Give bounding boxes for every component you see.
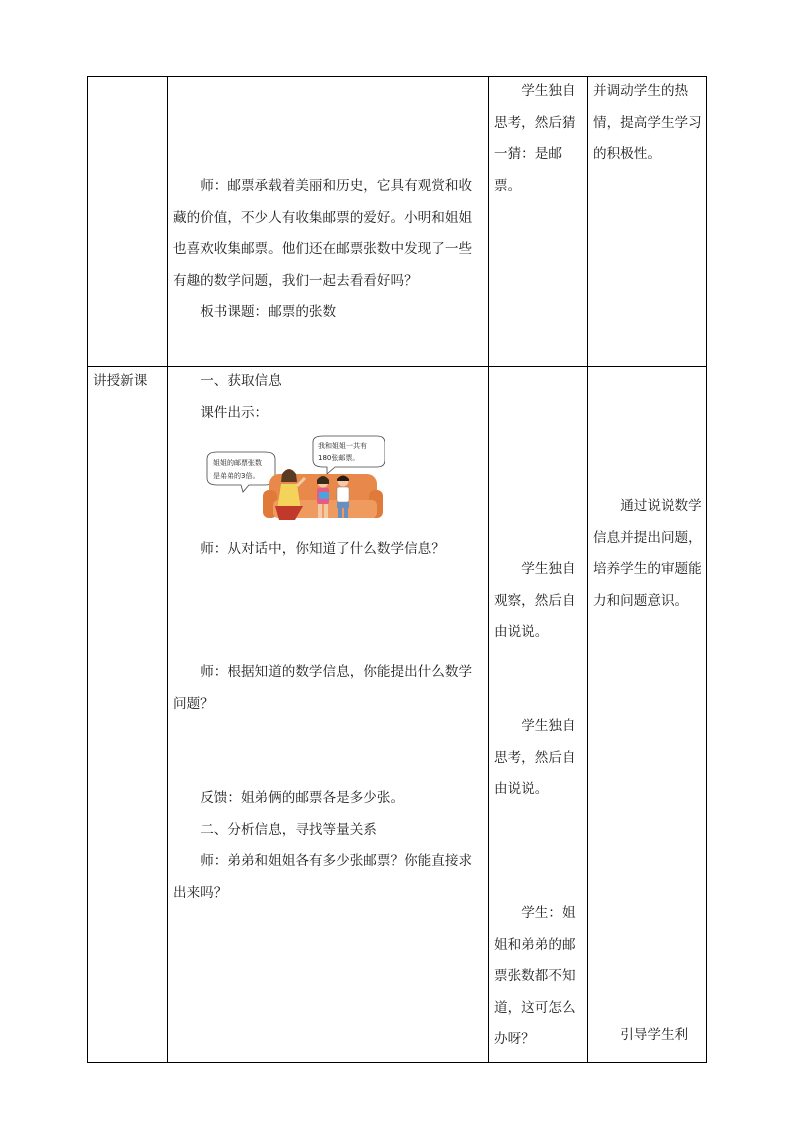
teacher-feedback-cell xyxy=(173,783,483,909)
student-response-think: 学生独自思考，然后自由说说。 xyxy=(494,718,576,797)
table-divider-col2 xyxy=(488,76,489,1063)
student-response-observe: 学生独自观察，然后自由说说。 xyxy=(494,561,576,640)
table-border-left xyxy=(87,76,88,1063)
teacher-question-direct: 师：弟弟和姐姐各有多少张邮票？你能直接求出来吗？ xyxy=(173,853,473,901)
row1-purpose-text: 并调动学生的热情，提高学生学习的积极性。 xyxy=(593,83,702,162)
left-bubble-line-2: 是弟弟的3倍。 xyxy=(213,472,260,480)
right-bubble-line-1: 我和姐姐一共有 xyxy=(318,442,367,450)
teacher-q1-cell xyxy=(173,534,483,566)
row1-purpose-cell xyxy=(593,76,703,171)
table-divider-col1 xyxy=(167,76,168,1063)
row1-student-text: 学生独自思考，然后猜一猜：是邮票。 xyxy=(494,83,576,194)
right-bubble-line-2: 180张邮票。 xyxy=(318,454,360,462)
courseware-label: 课件出示： xyxy=(200,404,269,421)
table-border-bottom xyxy=(87,1062,707,1063)
purpose-text-ability: 通过说说数学信息并提出问题，培养学生的审题能力和问题意识。 xyxy=(593,498,702,609)
table-border-right xyxy=(706,76,707,1063)
feedback-text: 反馈：姐弟俩的邮票各是多少张。 xyxy=(200,790,405,806)
purpose-p2-cell xyxy=(593,1020,703,1052)
teacher-q2-cell xyxy=(173,657,483,720)
phase-label: 讲授新课 xyxy=(93,373,148,389)
teacher-question-info: 师：从对话中，你知道了什么数学信息？ xyxy=(200,541,445,557)
student-s3-cell xyxy=(494,898,582,1056)
stamp-dialogue-illustration xyxy=(205,434,385,524)
row1-board-title: 板书课题：邮票的张数 xyxy=(200,304,337,320)
purpose-text-guide: 引导学生利 xyxy=(620,1027,689,1043)
row1-student-cell xyxy=(494,76,582,202)
left-bubble-line-1: 姐姐的邮票张数 xyxy=(213,459,262,467)
table-divider-col3 xyxy=(587,76,588,1063)
left-speech-bubble xyxy=(207,452,275,492)
section-heading-analyze: 二、分析信息，寻找等量关系 xyxy=(200,821,377,838)
section-heading-get-info: 一、获取信息 xyxy=(200,373,282,389)
teacher-h1-cell xyxy=(173,366,483,429)
student-s1-cell xyxy=(494,554,582,649)
teacher-question-problem: 师：根据知道的数学信息，你能提出什么数学问题？ xyxy=(173,664,473,712)
row1-teacher-paragraph: 师：邮票承载着美丽和历史，它具有观赏和收藏的价值，不少人有收集邮票的爱好。小明和姐姐也喜欢收集邮票。他们还在邮票张数中发现了一些有趣的数学问题，我们一起去看看好吗？ xyxy=(173,178,473,289)
right-speech-bubble xyxy=(313,436,385,474)
row1-teacher-cell xyxy=(173,171,483,329)
purpose-p1-cell xyxy=(593,491,703,617)
student-response-question: 学生：姐姐和弟弟的邮票张数都不知道，这可怎么办呀？ xyxy=(494,905,576,1047)
student-s2-cell xyxy=(494,711,582,806)
phase-cell xyxy=(93,366,165,398)
